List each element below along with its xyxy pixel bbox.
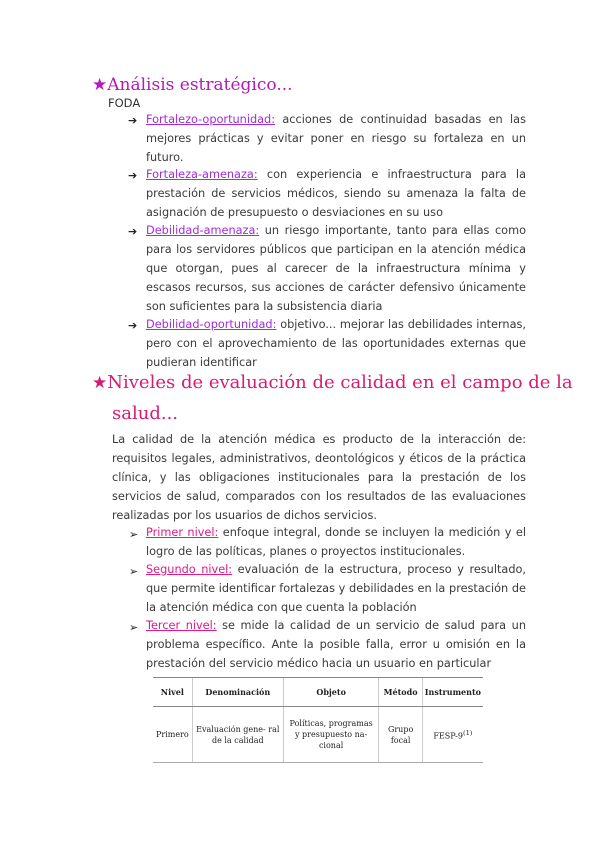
item-label-link[interactable]: Debilidad-oportunidad:	[146, 318, 277, 331]
item-label-link[interactable]: Primer nivel:	[146, 526, 219, 539]
arrow-bullet-icon: ➔	[128, 114, 138, 127]
table-header-row	[153, 678, 483, 707]
table-header: Instrumento	[422, 678, 483, 707]
triangle-bullet-icon: ➢	[129, 565, 139, 578]
item-label-link[interactable]: Fortaleza-amenaza:	[146, 168, 258, 181]
item-label-link[interactable]: Segundo nivel:	[146, 563, 233, 576]
list-item	[146, 221, 526, 316]
instrument-name: FESP-9	[433, 731, 463, 741]
star-icon: ★	[92, 373, 108, 393]
list-item	[146, 110, 526, 167]
arrow-bullet-icon: ➔	[128, 169, 138, 182]
arrow-bullet-icon: ➔	[128, 225, 138, 238]
table-row	[153, 707, 483, 763]
list-item	[146, 315, 526, 372]
table-cell: Políticas, programas y presupuesto na- cional	[283, 707, 379, 763]
item-label-link[interactable]: Tercer nivel:	[146, 619, 217, 632]
evaluation-table	[153, 677, 483, 767]
list-item	[146, 165, 526, 222]
section-heading-niveles	[92, 372, 573, 393]
table-header: Método	[379, 678, 422, 707]
list-item	[146, 616, 526, 673]
table-cell: Evaluación gene- ral de la calidad	[192, 707, 283, 763]
arrow-bullet-icon: ➔	[128, 319, 138, 332]
triangle-bullet-icon: ➢	[129, 621, 139, 634]
item-text: se mide la calidad de un servicio de salud para un problema específico. Ante la posible falla, error u omisión en la prestación del servicio médico hacia un usuario en particular	[146, 619, 526, 670]
table-cell: Primero	[153, 707, 192, 763]
item-label-link[interactable]: Fortalezo-oportunidad:	[146, 113, 276, 126]
list-item	[146, 523, 526, 561]
star-icon: ★	[92, 75, 108, 95]
item-text: con experiencia e infraestructura para la prestación de servicios médicos, siendo su amenaza la falta de asignación de presupuesto o desviaciones en su uso	[146, 168, 526, 219]
intro-paragraph: La calidad de la atención médica es producto de la interacción de: requisitos legales, administrativos, deontológicos y éticos de la práctica clínica, y las obligaciones institucionales para la prestación de los servicios de salud, comparados con los resultados de las evaluaciones realizadas por los usuarios de dichos servicios.	[112, 433, 526, 522]
item-text: acciones de continuidad basadas en las mejores prácticas y evitar poner en riesgo su fortaleza en un futuro.	[146, 113, 526, 164]
item-text: evaluación de la estructura, proceso y resultado, que permite identificar fortalezas y debilidades en la prestación de la atención médica con que cuenta la población	[146, 563, 526, 614]
item-text: un riesgo importante, tanto para ellas como para los servidores públicos que participan en la atención médica que otorgan, pues al carecer de la infraestructura mínima y escasos recursos, sus acciones de carácter defensivo únicamente son suficientes para la subsistencia diaria	[146, 224, 526, 313]
subtitle-foda: FODA	[108, 96, 141, 110]
table-header: Nivel	[153, 678, 192, 707]
table-header: Objeto	[283, 678, 379, 707]
heading-text: Niveles de evaluación de calidad en el campo de la	[107, 372, 573, 393]
footnote-ref: (1)	[462, 728, 473, 737]
list-item	[146, 560, 526, 617]
item-text: objetivo... mejorar las debilidades internas, pero con el aprovechamiento de las oportunidades externas que pudieran identificar	[146, 318, 526, 369]
triangle-bullet-icon: ➢	[129, 528, 139, 541]
section-heading-analisis	[92, 75, 293, 95]
item-text: enfoque integral, donde se incluyen la medición y el logro de las políticas, planes o proyectos institucionales.	[146, 526, 526, 558]
section-heading-niveles-line2: salud...	[112, 403, 179, 424]
table-header: Denominación	[192, 678, 283, 707]
table-cell	[422, 707, 483, 763]
table-cell: Grupo focal	[379, 707, 422, 763]
item-label-link[interactable]: Debilidad-amenaza:	[146, 224, 260, 237]
heading-text: Análisis estratégico...	[107, 75, 293, 95]
